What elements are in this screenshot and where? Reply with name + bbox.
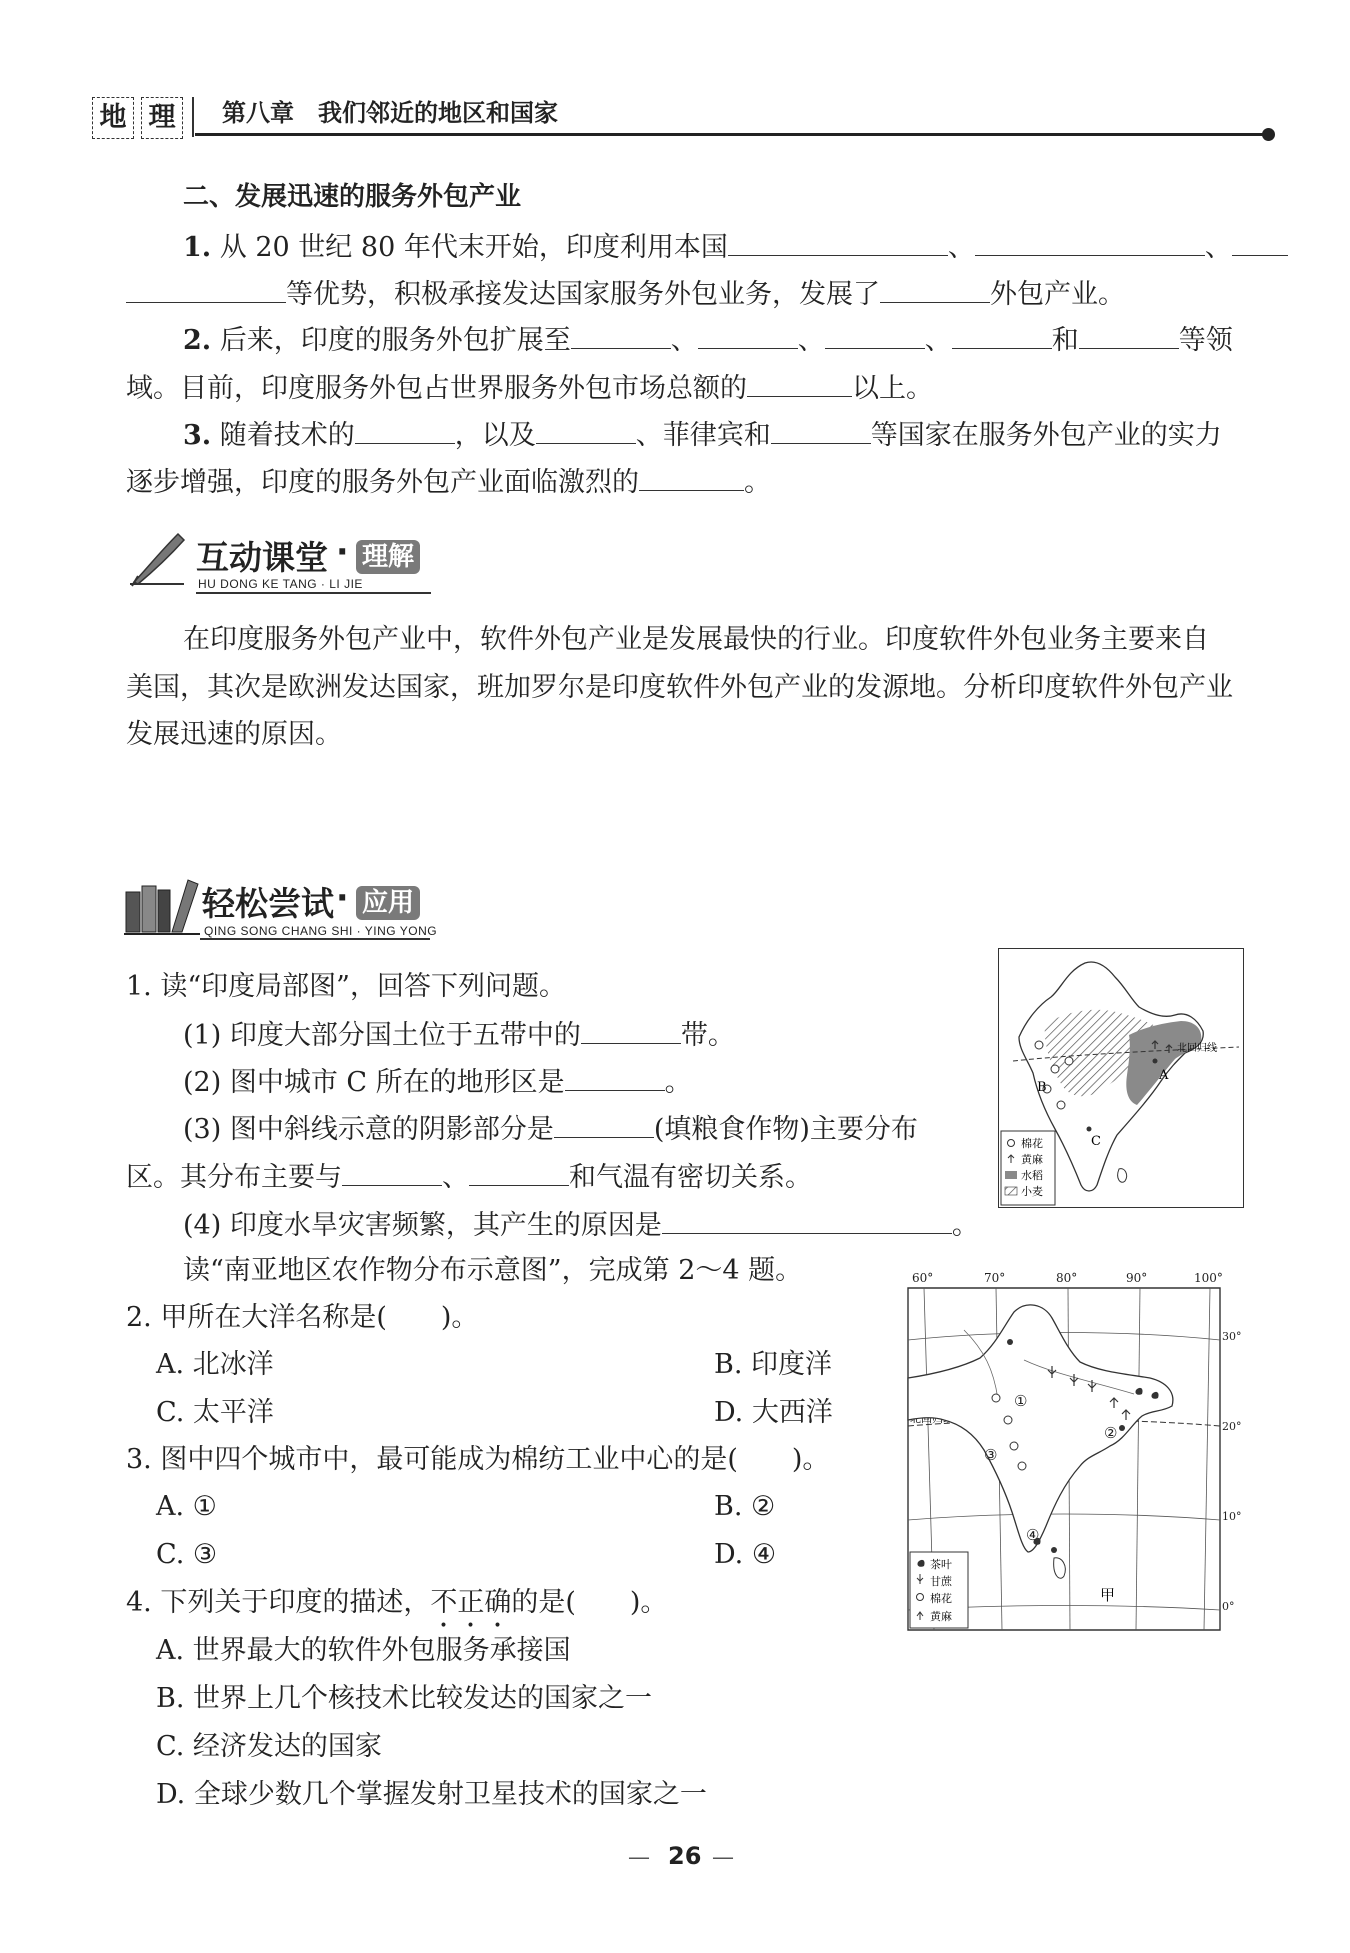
q2-and: 和 (1051, 325, 1079, 356)
p-q1-blank-1[interactable] (581, 1017, 681, 1044)
south-asia-map-svg (904, 1270, 1242, 1634)
q3-text-a: 随着技术的 (219, 420, 355, 451)
p-q1-s2a: (2) 图中城市 C 所在的地形区是 (183, 1067, 565, 1098)
p-q3-stem: 3. 图中四个城市中，最可能成为棉纺工业中心的是( )。 (126, 1444, 830, 1475)
india-partial-map (998, 948, 1244, 1208)
p-q1-s3e: 和气温有密切关系。 (569, 1162, 812, 1193)
q2-blank-1[interactable] (571, 322, 671, 349)
q1-blank-3b[interactable] (126, 276, 286, 303)
q3-text-d: 等国家在服务外包产业的实力 (870, 420, 1222, 451)
map1-legend-wheat-swatch (1005, 1187, 1017, 1195)
p-q1-s3-cont (126, 1159, 812, 1195)
map1-legend-jute: 黄麻 (1021, 1153, 1043, 1166)
lon-90: 90° (1126, 1271, 1148, 1285)
q1-text-b: 等优势，积极承接发达国家服务外包业务，发展了 (286, 279, 880, 310)
map1-legend-rice: 水稻 (1021, 1169, 1043, 1182)
lat-20: 20° (1222, 1420, 1242, 1433)
p-q1-s4a: (4) 印度水旱灾害频繁，其产生的原因是 (183, 1210, 662, 1241)
map1-legend-rice-swatch (1005, 1171, 1017, 1179)
p-q2-stem: 2. 甲所在大洋名称是( )。 (126, 1302, 479, 1333)
p-q4-opt-d[interactable]: D. 全球少数几个掌握发射卫星技术的国家之一 (156, 1779, 707, 1810)
p-q2-opt-c[interactable]: C. 太平洋 (156, 1397, 274, 1428)
q2-text-d: 以上。 (852, 373, 933, 404)
p-q1-s3 (183, 1111, 918, 1147)
q3-blank-1[interactable] (355, 417, 455, 444)
p-q1-s1b: 带。 (680, 1020, 735, 1051)
p-q1-blank-6[interactable] (662, 1207, 952, 1234)
map2-legend-tea: 茶叶 (930, 1558, 952, 1571)
q1-blank-4[interactable] (880, 276, 990, 303)
q2-sep-3: 、 (924, 325, 952, 356)
map2-legend-cotton: 棉花 (930, 1592, 952, 1605)
q2-blank-6[interactable] (747, 370, 852, 397)
p-q4-opt-a[interactable]: A. 世界最大的软件外包服务承接国 (156, 1635, 571, 1666)
interactive-underline (196, 592, 431, 594)
subject-char-1: 地 (92, 97, 134, 139)
p-intro: 读“南亚地区农作物分布示意图”，完成第 2～4 题。 (183, 1255, 803, 1286)
p-q4-opt-b[interactable]: B. 世界上几个核技术比较发达的国家之一 (156, 1683, 653, 1714)
p-q1-s3a: (3) 图中斜线示意的阴影部分是 (183, 1114, 554, 1145)
q3-text-e: 逐步增强，印度的服务外包产业面临激烈的 (126, 467, 639, 498)
q2-text-a: 后来，印度的服务外包扩展至 (219, 325, 571, 356)
p-q2-opt-d[interactable]: D. 大西洋 (714, 1397, 833, 1428)
p-q4-stem-a: 4. 下列关于印度的描述， (126, 1587, 431, 1618)
practice-pinyin: QING SONG CHANG SHI · YING YONG (204, 924, 438, 938)
section-title: 二、发展迅速的服务外包产业 (183, 182, 522, 212)
lon-70: 70° (984, 1271, 1006, 1285)
interactive-pinyin: HU DONG KE TANG · LI JIE (198, 577, 363, 591)
header-divider (192, 97, 194, 137)
city-2: ② (1104, 1424, 1118, 1442)
india-partial-map-svg (999, 949, 1243, 1207)
p-q4-stem (126, 1586, 667, 1634)
city-4: ④ (1026, 1526, 1040, 1544)
p-q1-s4b: 。 (951, 1210, 979, 1241)
q1-sep-2: 、 (1204, 232, 1232, 263)
map1-legend-wheat: 小麦 (1021, 1185, 1043, 1198)
p-q1-blank-5[interactable] (469, 1159, 569, 1186)
p-q4-emphasis: 不正确 (430, 1587, 512, 1618)
interactive-pill: 理解 (356, 540, 420, 574)
q2-num: 2. (183, 325, 212, 356)
lon-100: 100° (1194, 1271, 1223, 1285)
footer-dash-right: — (712, 1845, 734, 1870)
lat-0: 0° (1222, 1600, 1235, 1613)
q2-text-b: 等领 (1178, 325, 1233, 356)
p-q3-opt-a[interactable]: A. ① (156, 1491, 217, 1522)
p-q4-stem-b: 的是( )。 (511, 1587, 668, 1618)
p-q2-opt-a[interactable]: A. 北冰洋 (156, 1349, 274, 1380)
chapter-title: 第八章 我们邻近的地区和国家 (222, 98, 558, 127)
q2-text-c: 域。目前，印度服务外包占世界服务外包市场总额的 (126, 373, 747, 404)
p-q1-s4 (183, 1207, 979, 1243)
p-q3-opt-c[interactable]: C. ③ (156, 1539, 218, 1570)
lon-80: 80° (1056, 1271, 1078, 1285)
q1-num: 1. (183, 232, 212, 263)
city-1: ① (1014, 1392, 1028, 1410)
practice-pill: 应用 (356, 886, 420, 920)
lat-10: 10° (1222, 1510, 1242, 1523)
q3-blank-3[interactable] (771, 417, 871, 444)
q2-sep-1: 、 (670, 325, 698, 356)
q3-line-2 (126, 464, 771, 500)
q3-line-1 (183, 417, 1222, 453)
q2-blank-5[interactable] (1079, 322, 1179, 349)
q2-blank-3[interactable] (825, 322, 925, 349)
page-number: 26 (668, 1842, 702, 1870)
map1-legend-cotton: 棉花 (1021, 1137, 1043, 1150)
p-q1-s2b: 。 (664, 1067, 692, 1098)
lon-60: 60° (912, 1271, 934, 1285)
p-q1-s1 (183, 1017, 735, 1053)
q1-sep-1: 、 (947, 232, 975, 263)
q2-line-1 (183, 322, 1233, 358)
p-q1-blank-4[interactable] (342, 1159, 442, 1186)
lat-30: 30° (1222, 1330, 1242, 1343)
books-icon (122, 870, 202, 940)
p-q1-s1a: (1) 印度大部分国土位于五带中的 (183, 1020, 581, 1051)
p-q4-opt-c[interactable]: C. 经济发达的国家 (156, 1731, 382, 1762)
footer-dash-left: — (628, 1845, 650, 1870)
q2-blank-4[interactable] (952, 322, 1052, 349)
p-q3-opt-d[interactable]: D. ④ (714, 1539, 777, 1570)
subject-char-2: 理 (141, 97, 183, 139)
p-q1-stem: 1. 读“印度局部图”，回答下列问题。 (126, 971, 566, 1002)
south-asia-map (904, 1270, 1242, 1634)
interactive-para-3: 发展迅速的原因。 (126, 719, 342, 750)
map1-letter-b: B (1037, 1080, 1047, 1095)
header-rule (195, 133, 1265, 136)
pen-icon (122, 524, 192, 594)
p-q1-blank-2[interactable] (565, 1064, 665, 1091)
q1-blank-1[interactable] (728, 229, 948, 256)
q3-blank-2[interactable] (536, 417, 636, 444)
map1-tropic-label: 北回归线 (1177, 1043, 1217, 1054)
p-q1-s3c: 区。其分布主要与 (126, 1162, 342, 1193)
q1-line-1 (183, 229, 1288, 265)
practice-underline (200, 938, 430, 940)
q3-text-f: 。 (744, 467, 771, 498)
city-3: ③ (984, 1446, 998, 1464)
interactive-dot: · (336, 532, 349, 571)
p-q2-opt-b[interactable]: B. 印度洋 (714, 1349, 833, 1380)
q1-blank-3[interactable] (1232, 229, 1288, 256)
q3-num: 3. (183, 420, 212, 451)
q3-text-c: 、菲律宾和 (635, 420, 771, 451)
map1-letter-a: A (1159, 1068, 1169, 1083)
p-q1-blank-3[interactable] (554, 1111, 654, 1138)
p-q1-s2 (183, 1064, 692, 1100)
ocean-label: 甲 (1100, 1586, 1116, 1604)
map2-legend-sugarcane: 甘蔗 (930, 1575, 952, 1588)
q2-sep-2: 、 (797, 325, 825, 356)
q1-text-a: 从 20 世纪 80 年代末开始，印度利用本国 (219, 232, 728, 263)
q2-blank-2[interactable] (698, 322, 798, 349)
q1-blank-2[interactable] (975, 229, 1205, 256)
q3-text-b: ，以及 (454, 420, 536, 451)
interactive-para-2: 美国，其次是欧洲发达国家，班加罗尔是印度软件外包产业的发源地。分析印度软件外包产业 (126, 672, 1233, 703)
practice-title: 轻松尝试 (202, 884, 334, 923)
map1-letter-c: C (1091, 1134, 1101, 1149)
p-q1-s3d: 、 (442, 1162, 469, 1193)
practice-dot: · (336, 878, 349, 917)
q3-blank-4[interactable] (639, 464, 744, 491)
interactive-para-1: 在印度服务外包产业中，软件外包产业是发展最快的行业。印度软件外包业务主要来自 (183, 624, 1209, 655)
p-q3-opt-b[interactable]: B. ② (714, 1491, 776, 1522)
interactive-title: 互动课堂 (196, 538, 328, 577)
q1-text-c: 外包产业。 (990, 279, 1125, 310)
p-q1-s3b: (填粮食作物)主要分布 (653, 1114, 918, 1145)
q2-line-2 (126, 370, 933, 406)
header-rule-dot (1262, 128, 1275, 141)
q1-line-2 (126, 276, 1125, 312)
map2-legend-jute: 黄麻 (930, 1610, 952, 1623)
